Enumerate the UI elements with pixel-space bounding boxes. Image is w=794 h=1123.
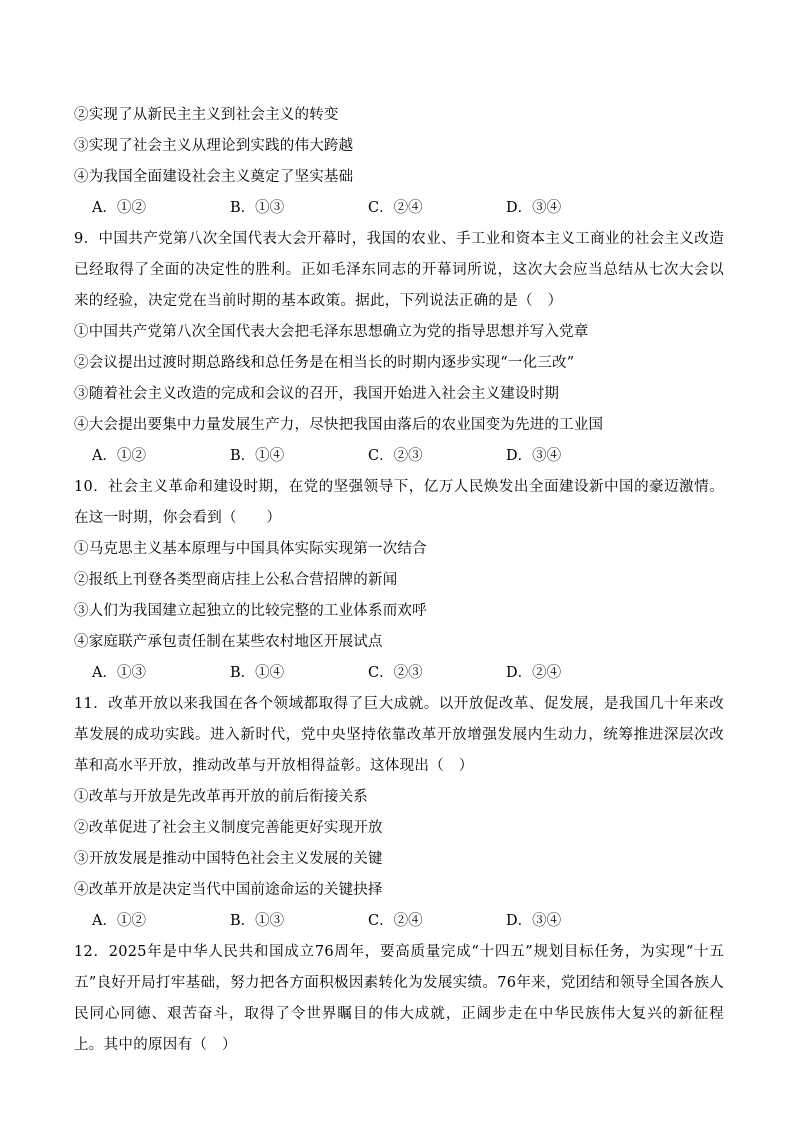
question-11-option-4: ④改革开放是决定当代中国前途命运的关键抉择 bbox=[74, 882, 383, 898]
choice-a[interactable]: A．①② bbox=[92, 448, 146, 464]
question-10-option-2: ②报纸上刊登各类型商店挂上公私合营招牌的新闻 bbox=[74, 572, 398, 588]
question-11-option-1: ①改革与开放是先改革再开放的前后衔接关系 bbox=[74, 789, 368, 805]
question-11-stem: 11．改革开放以来我国在各个领域都取得了巨大成就。以开放促改革、促发展，是我国几十年来改革发展的成功实践。进入新时代，党中央坚持依靠改革开放增强发展内生动力，统筹推进深层次改革和高水平开放，推动改革与开放相得益彰。这体现出（ ） bbox=[74, 696, 724, 774]
option-2: ②实现了从新民主主义到社会主义的转变 bbox=[74, 107, 339, 123]
choice-d[interactable]: D．③④ bbox=[506, 448, 562, 464]
question-11-option-3: ③开放发展是推动中国特色社会主义发展的关键 bbox=[74, 851, 383, 867]
answer-choices bbox=[74, 193, 724, 224]
choice-b[interactable]: B．①④ bbox=[230, 448, 285, 464]
choice-d[interactable]: D．②④ bbox=[506, 665, 562, 681]
question-9-option-4: ④大会提出要集中力量发展生产力，尽快把我国由落后的农业国变为先进的工业国 bbox=[74, 417, 604, 433]
question-11-option-2: ②改革促进了社会主义制度完善能更好实现开放 bbox=[74, 820, 383, 836]
choice-c[interactable]: C．②④ bbox=[368, 913, 423, 929]
question-10-option-1: ①马克思主义基本原理与中国具体实际实现第一次结合 bbox=[74, 541, 427, 557]
question-9-choices bbox=[74, 441, 724, 472]
option-4: ④为我国全面建设社会主义奠定了坚实基础 bbox=[74, 169, 354, 185]
question-10-option-4: ④家庭联产承包责任制在某些农村地区开展试点 bbox=[74, 634, 383, 650]
choice-d[interactable]: D．③④ bbox=[506, 200, 562, 216]
question-12-stem: 12．2025年是中华人民共和国成立76周年，要高质量完成“十四五”规划目标任务，为实现“十五五”良好开局打牢基础，努力把各方面积极因素转化为发展实绩。76年来，党团结和领导全国各族人民同心同德、艰苦奋斗，取得了令世界瞩目的伟大成就，正阔步走在中华民族伟大复兴的新征程上。其中的原因有（ ） bbox=[74, 944, 724, 1053]
choice-b[interactable]: B．①④ bbox=[230, 665, 285, 681]
choice-b[interactable]: B．①③ bbox=[230, 913, 285, 929]
choice-c[interactable]: C．②④ bbox=[368, 200, 423, 216]
exam-page bbox=[74, 100, 724, 1061]
choice-d[interactable]: D．③④ bbox=[506, 913, 562, 929]
choice-c[interactable]: C．②③ bbox=[368, 448, 423, 464]
choice-b[interactable]: B．①③ bbox=[230, 200, 285, 216]
choice-c[interactable]: C．②③ bbox=[368, 665, 423, 681]
question-9-option-2: ②会议提出过渡时期总路线和总任务是在相当长的时期内逐步实现“一化三改” bbox=[74, 355, 575, 371]
question-11-choices bbox=[74, 906, 724, 937]
option-3: ③实现了社会主义从理论到实践的伟大跨越 bbox=[74, 138, 354, 154]
choice-a[interactable]: A．①③ bbox=[92, 665, 146, 681]
question-10-stem: 10．社会主义革命和建设时期，在党的坚强领导下，亿万人民焕发出全面建设新中国的豪迈激情。在这一时期，你会看到（ ） bbox=[74, 479, 724, 526]
choice-a[interactable]: A．①② bbox=[92, 200, 146, 216]
question-9-option-3: ③随着社会主义改造的完成和会议的召开，我国开始进入社会主义建设时期 bbox=[74, 386, 560, 402]
question-10-option-3: ③人们为我国建立起独立的比较完整的工业体系而欢呼 bbox=[74, 603, 427, 619]
question-9-option-1: ①中国共产党第八次全国代表大会把毛泽东思想确立为党的指导思想并写入党章 bbox=[74, 324, 589, 340]
question-9-stem: 9．中国共产党第八次全国代表大会开幕时，我国的农业、手工业和资本主义工商业的社会主义改造已经取得了全面的决定性的胜利。正如毛泽东同志的开幕词所说，这次大会应当总结从七次大会以来的经验，决定党在当前时期的基本政策。据此，下列说法正确的是（ ） bbox=[74, 231, 724, 309]
question-10-choices bbox=[74, 658, 724, 689]
choice-a[interactable]: A．①② bbox=[92, 913, 146, 929]
